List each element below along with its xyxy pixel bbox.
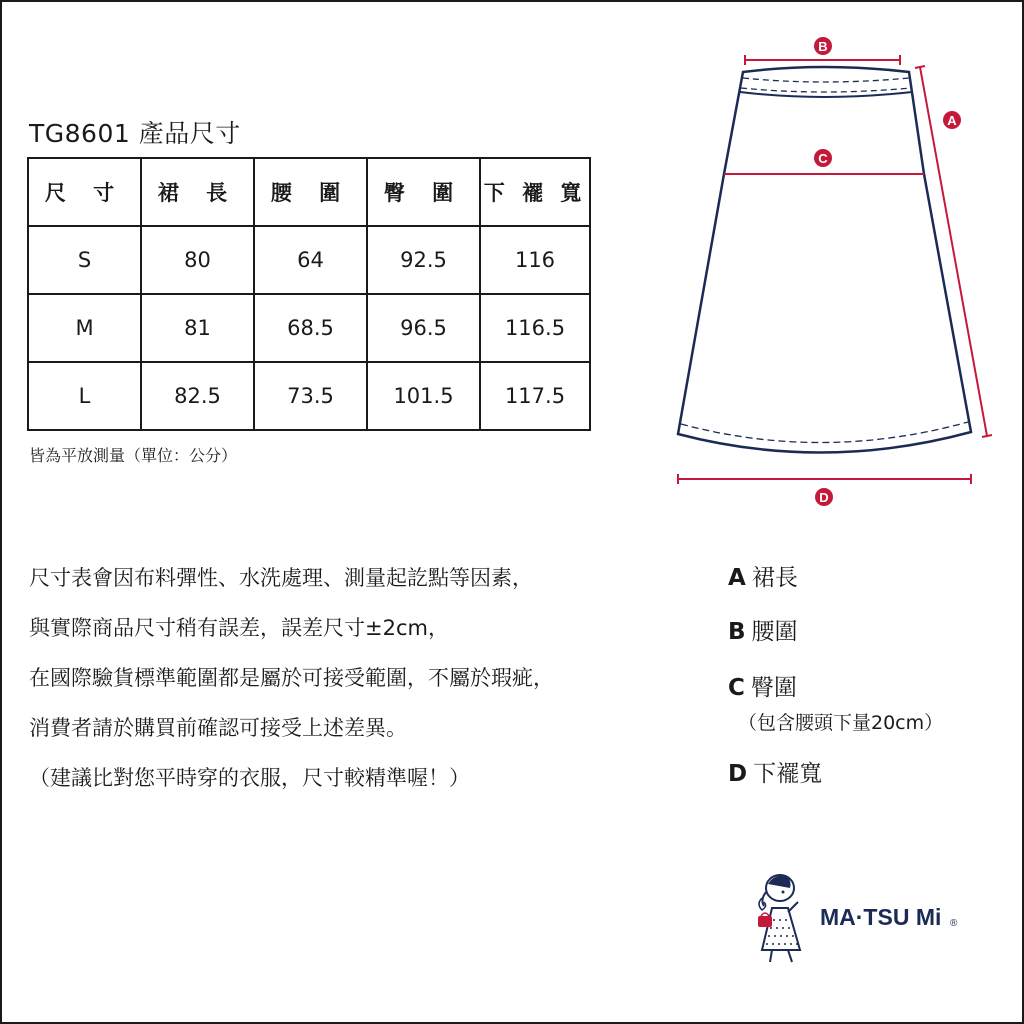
table-cell: S xyxy=(28,226,141,294)
disclaimer-line: （建議比對您平時穿的衣服，尺寸較精準喔！） xyxy=(29,766,470,790)
legend-label: 下襬寬 xyxy=(753,761,823,787)
legend-label: 腰圍 xyxy=(751,619,798,645)
table-cell: 73.5 xyxy=(254,362,367,430)
table-row xyxy=(28,362,590,430)
disclaimer-line: 與實際商品尺寸稍有誤差，誤差尺寸±2cm， xyxy=(29,616,449,640)
legend-item-a xyxy=(728,558,943,598)
legend-item-c-note: （包含腰頭下量20cm） xyxy=(738,712,944,734)
legend-item-b xyxy=(728,612,943,652)
disclaimer-line: 在國際驗貨標準範圍都是屬於可接受範圍，不屬於瑕疵， xyxy=(29,666,554,690)
girl-mascot-icon xyxy=(758,875,800,962)
legend-letter: D xyxy=(728,761,748,787)
table-cell: 81 xyxy=(141,294,254,362)
table-header: 腰 圍 xyxy=(254,158,367,226)
size-table xyxy=(27,157,591,431)
legend-letter: A xyxy=(728,565,746,591)
table-cell: M xyxy=(28,294,141,362)
table-cell: 92.5 xyxy=(367,226,480,294)
table-row xyxy=(28,226,590,294)
table-cell: L xyxy=(28,362,141,430)
table-cell: 80 xyxy=(141,226,254,294)
table-cell: 82.5 xyxy=(141,362,254,430)
table-cell: 101.5 xyxy=(367,362,480,430)
label-c: C xyxy=(818,151,828,166)
page-title: TG8601 產品尺寸 xyxy=(29,119,241,148)
legend-letter: B xyxy=(728,619,746,645)
table-header: 裙 長 xyxy=(141,158,254,226)
legend-label: 裙長 xyxy=(751,565,798,591)
legend-item-d xyxy=(728,754,943,794)
measurement-note: 皆為平放測量（單位：公分） xyxy=(29,446,238,465)
label-d: D xyxy=(819,490,829,505)
table-header: 尺 寸 xyxy=(28,158,141,226)
label-a: A xyxy=(947,113,957,128)
skirt-outline xyxy=(678,67,971,453)
legend-item-c xyxy=(728,668,943,708)
table-header-row xyxy=(28,158,590,226)
table-header: 臀 圍 xyxy=(367,158,480,226)
registered-mark: ® xyxy=(950,918,958,929)
disclaimer-line: 尺寸表會因布料彈性、水洗處理、測量起訖點等因素， xyxy=(29,566,533,590)
table-cell: 117.5 xyxy=(480,362,590,430)
label-b: B xyxy=(818,39,828,54)
disclaimer-line: 消費者請於購買前確認可接受上述差異。 xyxy=(29,716,407,740)
disclaimer xyxy=(29,558,709,808)
table-cell: 64 xyxy=(254,226,367,294)
table-header: 下 襬 寬 xyxy=(480,158,590,226)
legend-label: 臀圍 xyxy=(750,675,797,701)
measurement-legend xyxy=(728,558,943,794)
brand-logo xyxy=(754,866,974,966)
table-cell: 116.5 xyxy=(480,294,590,362)
table-cell: 116 xyxy=(480,226,590,294)
table-cell: 68.5 xyxy=(254,294,367,362)
legend-letter: C xyxy=(728,675,745,701)
skirt-diagram xyxy=(662,27,1002,517)
table-row xyxy=(28,294,590,362)
table-cell: 96.5 xyxy=(367,294,480,362)
length-measure-tick xyxy=(982,435,992,437)
brand-name: MA·TSU Mi xyxy=(820,904,942,930)
length-measure-tick xyxy=(915,66,925,68)
